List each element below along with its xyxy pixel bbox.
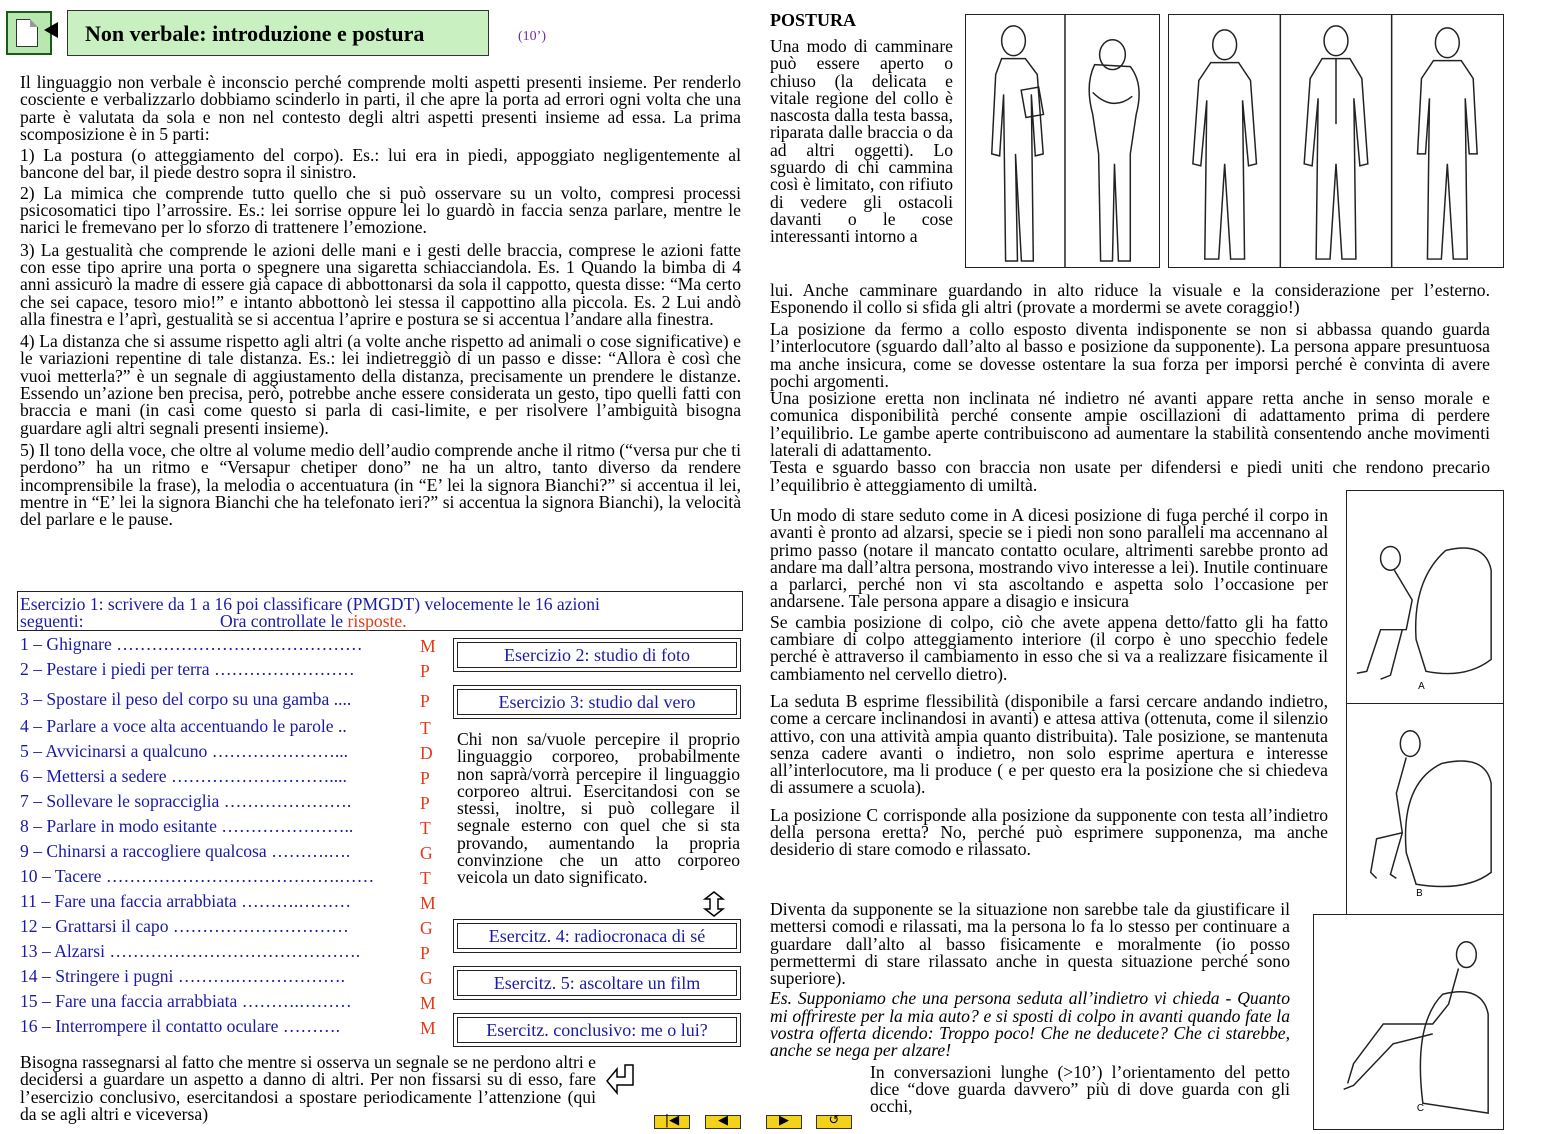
action-item: 6 – Mettersi a sedere ………………………....	[20, 766, 347, 786]
action-code: T	[420, 818, 431, 838]
first-icon: |◀	[664, 1113, 680, 1128]
action-item: 4 – Parlare a voce alta accentuando le parole ..	[20, 716, 347, 736]
up-down-arrow-icon[interactable]	[703, 891, 725, 917]
action-code: D	[420, 743, 433, 763]
intro-paragraph: Il linguaggio non verbale è inconscio perché comprende molti aspetti presenti insieme. Per renderlo cosciente e verbalizzarlo dobbiamo scinderlo in parti, il che apre la porta ad errori ogni volta che una parte è valutata da sola e non nel contesto degli altri aspetti presenti insieme ad essa. La prima scomposizione è in 5 parti:	[20, 72, 741, 144]
action-item: 11 – Fare una faccia arrabbiata ……….………	[20, 891, 352, 911]
tono-paragraph: 5) Il tono della voce, che oltre al volume medio dell’audio comprende anche il ritmo (“versa pur che ti perdono” ha un ritmo e “Versapur chetiper dono” ne ha un altro, tanto diverso da rendere incomprensibile la frase), la melodia o accentuatura (in “E’ lei la signora Bianchi?” si accentua il lei, mentre in “E’ lei la signora Bianchi che ha telefonato ieri?” si accentua la signora Bianchi), la velocità del parlare e le pause.	[20, 439, 741, 530]
seated-paragraph: Un modo di stare seduto come in A dicesi posizione di fuga perché il corpo in avanti è pronto ad alzarsi, specie se i piedi non sono paralleli ma accennano al primo passo (notare il mancato contatto oculare, altrimenti sarebbe pronto ad andare ma dall’altra persona, mostrando vivo interesse a lei). Inutile continuare a parlarci, perché non vi sta ascoltando e aspetta solo l’occasione per andarsene. Tale persona appare a disagio e insicura	[770, 505, 1328, 612]
side-note: Chi non sa/vuole percepire il proprio linguaggio corporeo, probabilmente non saprà/vorrà percepire il linguaggio corporeo altrui. Esercitandosi con se stessi, inoltre, si può collegare il segnale esterno con quel che si sta provando, aumentando la propria convinzione che un atto corporeo veicola un dato significato.	[457, 729, 740, 888]
return-arrow-icon[interactable]	[605, 1057, 639, 1097]
figure-a-label: A	[1418, 681, 1425, 693]
posture-paragraph: 1) La postura (o atteggiamento del corpo). Es.: lui era in piedi, appoggiato negligentemente al bancone del bar, il piede destro sopra il sinistro.	[20, 145, 741, 183]
action-item: 8 – Parlare in modo esitante …………………..	[20, 816, 354, 836]
bottom-paragraph: Bisogna rassegnarsi al fatto che mentre si osserva un segnale se ne perdono altri e decidersi a guardare un aspetto a danno di altri. Per non fissarsi su di esso, fare l’esercizio conclusivo, esercitandosi a spostare periodicamente l’attenzione (qui da se agli altri e viceversa)	[20, 1052, 596, 1124]
action-code: M	[420, 893, 436, 913]
action-code: P	[420, 943, 430, 963]
seat-c2-paragraph: Diventa da supponente se la situazione non sarebbe tale da giustificare il mettersi comodi e rilassati, ma la persona lo fa lo stesso per continuare a guardare dall’alto al basso fisicamente e moralmente (io posso permettermi di stare rilassato anche in questa situazione perché sono superiore).	[770, 899, 1290, 989]
seated-figure-c	[1313, 914, 1504, 1130]
action-code: M	[420, 1018, 436, 1038]
standing-figures-image	[1168, 14, 1504, 268]
action-item: 5 – Avvicinarsi a qualcuno …………………...	[20, 741, 349, 761]
seat-b-paragraph: La seduta B esprime flessibilità (disponibile a farsi cercare andando indietro, come a cercare inclinandosi in avanti) e attesa attiva (ottenuta, come il silenzio attivo, con una attività ampia quanto distribuita). Tale posizione, se mantenuta senza cadere avanti o indietro, non solo esprime apertura e interesse all’interlocutore, ma li produce ( e per questo era la posizione che si chiedeva di assumere a scuola).	[770, 690, 1328, 798]
left-column	[20, 74, 741, 528]
seated-figure-a	[1346, 490, 1504, 704]
action-item: 1 – Ghignare ……………………………………	[20, 634, 363, 654]
action-code: T	[420, 868, 431, 888]
walking-figures-image	[965, 14, 1160, 268]
action-item: 9 – Chinarsi a raccogliere qualcosa ……….….	[20, 841, 351, 861]
action-code: G	[420, 918, 433, 938]
seated-section	[770, 507, 1328, 859]
walk-continued: lui. Anche camminare guardando in alto riduce la visuale e la considerazione per l’esterno. Esponendo il collo si sfida gli altri (provate a mordermi se avete coraggio!)	[770, 280, 1490, 318]
standing-section	[770, 321, 1490, 494]
upright-paragraph: Una posizione eretta non inclinata né indietro né avanti appare retta anche in senso morale e comunica disponibilità perché consente ampie oscillazioni di adattamento prima di perdere l’equilibrio. Le gambe aperte contribuiscono ad aumentare la stabilità consentendo anche movimenti laterali di adattamento.	[770, 388, 1490, 461]
action-code: M	[420, 993, 436, 1013]
figure-c-label: C	[1416, 1103, 1425, 1115]
action-code: P	[420, 768, 430, 788]
action-code: P	[420, 793, 430, 813]
distanza-paragraph: 4) La distanza che si assume rispetto agli altri (a volte anche rispetto ad animali o cose significative) e le variazioni repentine di tale distanza. Es.: lei indietreggiò di un passo e disse: “Allora è così che vuoi metterla?” è un segnale di aggiustamento della distanza, precisamente un prendere le distanze. Essendo un’azione ben precisa, però, potrebbe anche essere considerata un gesto, tipo quelli fatti con braccia e mani (in casi come questo si parla di casi-limite, e per risolvere l’ambiguità bisogna guardare agli altri segnali presenti insieme).	[20, 331, 741, 438]
first-page-button[interactable]	[654, 1115, 690, 1129]
seat-c-paragraph: La posizione C corrisponde alla posizione da supponente con testa all’indietro della persona eretta? No, perché può esprimere supponenza, ma anche desiderio di stare comodo e rilassato.	[770, 804, 1328, 860]
exercise1-seguenti: seguenti:	[20, 611, 84, 631]
mimica-paragraph: 2) La mimica che comprende tutto quello che si può osservare su un volto, compresi processi psicosomatici tipo l’arrossire. Es.: lei sorrise oppure lei lo guardò in faccia senza parlare, mentre le narici le fremevano per lo sforzo di trattenere l’emozione.	[20, 182, 741, 238]
return-icon: ↺	[828, 1113, 840, 1128]
exercise-conclusive-button[interactable]: Esercitz. conclusivo: me o lui?	[453, 1013, 741, 1047]
duration-label: (10’)	[518, 29, 546, 44]
action-code: T	[420, 718, 431, 738]
action-code: P	[420, 691, 430, 711]
gestualita-paragraph: 3) La gestualità che comprende le azioni delle mani e i gesti delle braccia, comprese le azioni fatte con esse tipo aprire una porta o spegnere una sigaretta schiacciandola. Es. 1 Quando la bimba di 4 anni assicurò la madre di essere già capace di abbottonarsi da sola il cappotto, questa disse: “Ma certo che sei capace, tesoro mio!” e intanto abbottonò lei stessa il cappottino alla piccola. Es. 2 Lui andò alla finestra e l’aprì, gestualità se si accentua l’aprire e postura se si accentua l’andare alla finestra.	[20, 239, 741, 329]
answers-link[interactable]: risposte.	[347, 611, 407, 631]
action-item: 13 – Alzarsi …………………………………….	[20, 941, 361, 961]
seated-figure-b	[1346, 703, 1504, 915]
exercise2-button[interactable]: Esercizio 2: studio di foto	[453, 638, 741, 672]
figure-b-label: B	[1416, 888, 1423, 900]
action-item: 10 – Tacere ………………………………….……	[20, 866, 375, 886]
action-item: 12 – Grattarsi il capo …………………………	[20, 916, 349, 936]
action-code: G	[420, 968, 433, 988]
exercise1-instructions	[20, 596, 740, 630]
next-icon: ▶	[779, 1113, 789, 1128]
exercise3-button[interactable]: Esercizio 3: studio dal vero	[453, 685, 741, 719]
humility-paragraph: Testa e sguardo basso con braccia non usate per difendersi e piedi uniti che rendono precario l’equilibrio è atteggiamento di umiltà.	[770, 457, 1490, 495]
action-item: 3 – Spostare il peso del corpo su una gamba ....	[20, 689, 352, 709]
last-page-button[interactable]	[816, 1115, 852, 1129]
example-paragraph: Es. Supponiamo che una persona seduta all’indietro vi chieda - Quanto mi offrireste per la mia auto? e si sposti di colpo in avanti quando fate la vostra offerta dicendo: Troppo poco! Che ne deducete? Che ci starebbe, anche se nega per alzare!	[770, 988, 1290, 1061]
change-paragraph: Se cambia posizione di colpo, ciò che avete appena detto/fatto gli ha fatto cambiare di colpo atteggiamento interiore (il corpo è uno specchio fedele perché è attraverso il cambiamento in esso che si va a realizzare fisicamente il cambiamento nel cervello dietro).	[770, 611, 1328, 684]
action-item: 7 – Sollevare le sopracciglia ………………….	[20, 791, 352, 811]
action-code: P	[420, 661, 430, 681]
postura-heading: POSTURA	[770, 10, 857, 30]
seat-c-continued	[770, 901, 1290, 1116]
walk-paragraph: Una modo di camminare può essere aperto o chiuso (la delicata e vitale regione del collo è nascosta dalla testa bassa, riparata dalle braccia o da ad altri oggetti). Lo sguardo di chi cammina così è limitato, con rifiuto di vedere gli ostacoli davanti o le cose interessanti intorno a	[770, 36, 953, 247]
exercise1-check-text: Ora controllate le	[220, 611, 348, 631]
action-item: 14 – Stringere i pugni ……….……………….	[20, 966, 345, 986]
exercise5-button[interactable]: Esercitz. 5: ascoltare un film	[453, 966, 741, 1000]
standing-paragraph: La posizione da fermo a collo esposto diventa indisponente se non si abbassa quando guarda l’interlocutore (sguardo dall’alto al basso e posizione da supponente). La persona appare presuntuosa ma anche insicura, come se dovesse ostentare la sua forza per imporsi perché è convinta di avere pochi argomenti.	[770, 319, 1490, 391]
action-item: 15 – Fare una faccia arrabbiata ……….………	[20, 991, 352, 1011]
exercise1-line1: Esercizio 1: scrivere da 1 a 16 poi classificare (PMGDT) velocemente le 16 azioni	[20, 594, 600, 614]
prev-icon: ◀	[718, 1113, 728, 1128]
back-arrow-icon[interactable]	[44, 22, 58, 38]
next-page-button[interactable]	[766, 1115, 802, 1129]
action-code: M	[420, 636, 436, 656]
chest-paragraph: In conversazioni lunghe (>10’) l’orientamento del petto dice “dove guarda davvero” più di dove guarda con gli occhi,	[870, 1061, 1290, 1117]
prev-page-button[interactable]	[705, 1115, 741, 1129]
action-item: 16 – Interrompere il contatto oculare ……….	[20, 1016, 341, 1036]
page-title: Non verbale: introduzione e postura	[67, 10, 489, 56]
action-item: 2 – Pestare i piedi per terra ……………………	[20, 659, 355, 679]
action-code: G	[420, 843, 433, 863]
exercise4-button[interactable]: Esercitz. 4: radiocronaca di sé	[453, 919, 741, 953]
